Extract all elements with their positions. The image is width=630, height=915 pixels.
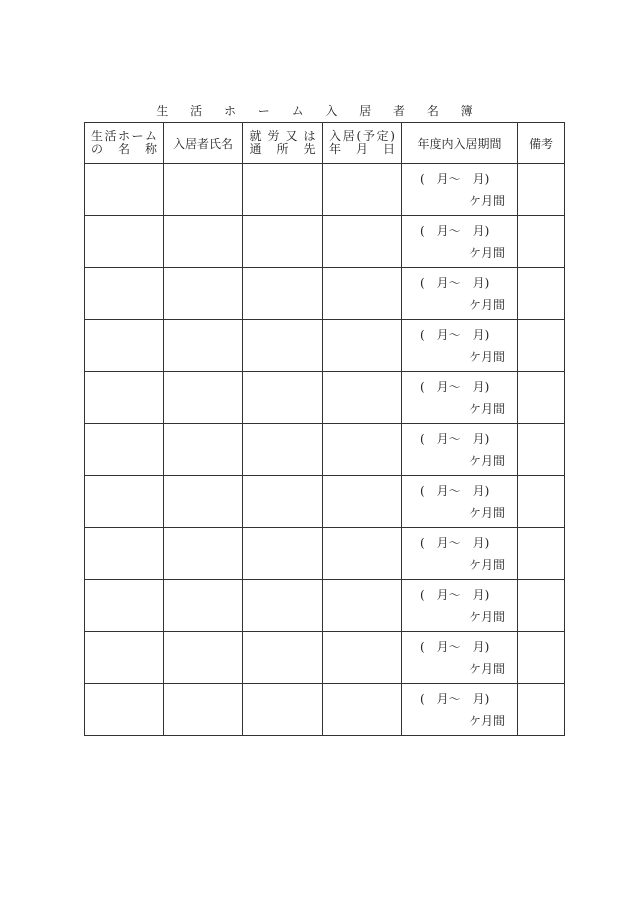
period-range-text: ( 月〜 月) <box>420 536 490 550</box>
move-in-date-cell[interactable] <box>323 528 402 580</box>
period-months-text: ケ月間 <box>468 246 505 260</box>
move-in-date-cell[interactable] <box>323 164 402 216</box>
remarks-cell[interactable] <box>518 424 565 476</box>
period-range-text: ( 月〜 月) <box>420 328 490 342</box>
period-months-text: ケ月間 <box>468 714 505 728</box>
resident-name-cell[interactable] <box>164 216 243 268</box>
resident-name-cell[interactable] <box>164 320 243 372</box>
table-row <box>85 268 565 320</box>
resident-name-cell[interactable] <box>164 164 243 216</box>
workplace-cell[interactable] <box>243 580 323 632</box>
document-title: 生 活 ホ ー ム 入 居 者 名 簿 <box>156 104 482 118</box>
period-cell[interactable] <box>402 528 518 580</box>
header-resident-name: 入居者氏名 <box>164 123 243 164</box>
period-cell[interactable] <box>402 320 518 372</box>
period-months-text: ケ月間 <box>468 194 505 208</box>
period-range-text: ( 月〜 月) <box>420 640 490 654</box>
workplace-cell[interactable] <box>243 320 323 372</box>
move-in-date-cell[interactable] <box>323 580 402 632</box>
workplace-cell[interactable] <box>243 164 323 216</box>
period-range-text: ( 月〜 月) <box>420 484 490 498</box>
table-row <box>85 216 565 268</box>
period-months-text: ケ月間 <box>468 610 505 624</box>
home-name-cell[interactable] <box>85 424 164 476</box>
home-name-cell[interactable] <box>85 216 164 268</box>
home-name-cell[interactable] <box>85 476 164 528</box>
table-header-row <box>85 123 565 164</box>
table-row <box>85 476 565 528</box>
workplace-cell[interactable] <box>243 632 323 684</box>
table-row <box>85 320 565 372</box>
period-months-text: ケ月間 <box>468 454 505 468</box>
period-cell[interactable] <box>402 476 518 528</box>
period-months-text: ケ月間 <box>468 350 505 364</box>
remarks-cell[interactable] <box>518 476 565 528</box>
period-range-text: ( 月〜 月) <box>420 432 490 446</box>
table-row <box>85 424 565 476</box>
workplace-cell[interactable] <box>243 528 323 580</box>
table-row <box>85 528 565 580</box>
workplace-cell[interactable] <box>243 372 323 424</box>
home-name-cell[interactable] <box>85 684 164 736</box>
period-months-text: ケ月間 <box>468 662 505 676</box>
move-in-date-cell[interactable] <box>323 268 402 320</box>
move-in-date-cell[interactable] <box>323 424 402 476</box>
period-range-text: ( 月〜 月) <box>420 276 490 290</box>
period-cell[interactable] <box>402 216 518 268</box>
home-name-cell[interactable] <box>85 268 164 320</box>
workplace-cell[interactable] <box>243 684 323 736</box>
period-range-text: ( 月〜 月) <box>420 172 490 186</box>
period-cell[interactable] <box>402 268 518 320</box>
period-range-text: ( 月〜 月) <box>420 224 490 238</box>
home-name-cell[interactable] <box>85 528 164 580</box>
resident-name-cell[interactable] <box>164 476 243 528</box>
period-cell[interactable] <box>402 372 518 424</box>
period-months-text: ケ月間 <box>468 402 505 416</box>
period-range-text: ( 月〜 月) <box>420 380 490 394</box>
remarks-cell[interactable] <box>518 216 565 268</box>
period-cell[interactable] <box>402 684 518 736</box>
resident-name-cell[interactable] <box>164 372 243 424</box>
remarks-cell[interactable] <box>518 580 565 632</box>
table-row <box>85 580 565 632</box>
table-row <box>85 632 565 684</box>
remarks-cell[interactable] <box>518 320 565 372</box>
workplace-cell[interactable] <box>243 424 323 476</box>
period-cell[interactable] <box>402 164 518 216</box>
move-in-date-cell[interactable] <box>323 216 402 268</box>
header-workplace: 就 労 又 は 通 所 先 <box>243 123 323 164</box>
period-range-text: ( 月〜 月) <box>420 692 490 706</box>
resident-name-cell[interactable] <box>164 424 243 476</box>
period-cell[interactable] <box>402 632 518 684</box>
header-annual-period: 年度内入居期間 <box>402 123 518 164</box>
resident-name-cell[interactable] <box>164 632 243 684</box>
home-name-cell[interactable] <box>85 632 164 684</box>
remarks-cell[interactable] <box>518 268 565 320</box>
resident-name-cell[interactable] <box>164 268 243 320</box>
period-cell[interactable] <box>402 580 518 632</box>
remarks-cell[interactable] <box>518 528 565 580</box>
home-name-cell[interactable] <box>85 372 164 424</box>
workplace-cell[interactable] <box>243 476 323 528</box>
remarks-cell[interactable] <box>518 684 565 736</box>
resident-name-cell[interactable] <box>164 684 243 736</box>
table-row <box>85 372 565 424</box>
home-name-cell[interactable] <box>85 580 164 632</box>
remarks-cell[interactable] <box>518 164 565 216</box>
remarks-cell[interactable] <box>518 372 565 424</box>
workplace-cell[interactable] <box>243 268 323 320</box>
period-months-text: ケ月間 <box>468 558 505 572</box>
move-in-date-cell[interactable] <box>323 476 402 528</box>
header-remarks: 備考 <box>518 123 565 164</box>
header-move-in-date: 入居(予定) 年 月 日 <box>323 123 402 164</box>
table-row <box>85 164 565 216</box>
resident-name-cell[interactable] <box>164 528 243 580</box>
table-row <box>85 684 565 736</box>
period-range-text: ( 月〜 月) <box>420 588 490 602</box>
remarks-cell[interactable] <box>518 632 565 684</box>
resident-name-cell[interactable] <box>164 580 243 632</box>
header-home-name: 生活ホーム の 名 称 <box>85 123 164 164</box>
move-in-date-cell[interactable] <box>323 372 402 424</box>
resident-register-table <box>84 122 565 736</box>
move-in-date-cell[interactable] <box>323 684 402 736</box>
workplace-cell[interactable] <box>243 216 323 268</box>
period-cell[interactable] <box>402 424 518 476</box>
move-in-date-cell[interactable] <box>323 632 402 684</box>
period-months-text: ケ月間 <box>468 506 505 520</box>
period-months-text: ケ月間 <box>468 298 505 312</box>
move-in-date-cell[interactable] <box>323 320 402 372</box>
home-name-cell[interactable] <box>85 164 164 216</box>
home-name-cell[interactable] <box>85 320 164 372</box>
